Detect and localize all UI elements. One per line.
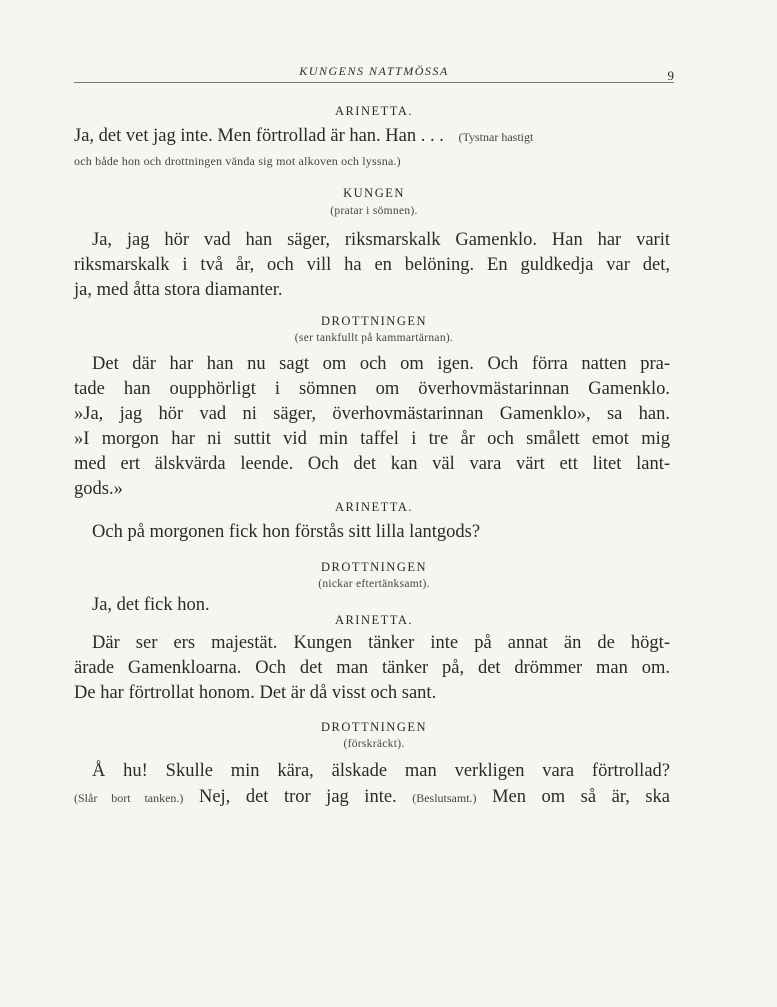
dialogue-line [74,785,670,811]
dialogue-line: gods.» [74,479,123,499]
dialogue-line: »I morgon har ni suttit vid min taffel i tre år och smålett emot mig [74,429,670,449]
stage-direction: (förskräckt). [343,738,405,750]
dialogue-line: Ja, jag hör vad han säger, riksmarskalk Gamenklo. Han har varit [92,230,670,250]
speaker-name: DROTTNINGEN [320,720,428,734]
dialogue-text: Ja, det vet jag inte. Men förtrollad är han. Han . . . [74,126,444,146]
speaker-name: DROTTNINGEN [320,560,428,574]
dialogue-line [74,124,670,150]
stage-direction: och både hon och drottningen vända sig mot alkoven och lyssna.) [74,154,401,168]
stage-direction: (Slår bort tanken.) [74,791,184,805]
stage-direction: (nickar eftertänksamt). [318,578,430,590]
dialogue-text: Men om så är, ska [492,787,671,807]
speaker-name: ARINETTA. [334,613,414,627]
speaker-name: ARINETTA. [334,104,414,118]
dialogue-line: De har förtrollat honom. Det är då visst och sant. [74,683,437,703]
dialogue-line: Där ser ers majestät. Kungen tänker inte på annat än de högt- [92,633,670,653]
dialogue-line: Å hu! Skulle min kära, älskade man verkligen vara förtrollad? [92,761,670,781]
running-title: KUNGENS NATTMÖSSA [299,64,449,78]
stage-direction: (pratar i sömnen). [330,205,418,217]
speaker-name: ARINETTA. [334,500,414,514]
speaker-name: KUNGEN [343,186,405,200]
dialogue-text: Nej, det tror jag inte. [198,787,397,807]
dialogue-line: riksmarskalk i två år, och vill ha en belöning. En guldkedja var det, [74,255,670,275]
dialogue-line: med ert älskvärda leende. Och det kan väl vara värt ett litet lant- [74,454,670,474]
dialogue-line: Det där har han nu sagt om och om igen. Och förra natten pra- [92,354,670,374]
dialogue-line: tade han oupphörligt i sömnen om överhovmästarinnan Gamenklo. [74,379,670,399]
dialogue-line: Och på morgonen fick hon förstås sitt lilla lantgods? [92,522,481,542]
running-header [74,62,674,83]
speaker-name: DROTTNINGEN [320,314,428,328]
dialogue-line: Ja, det fick hon. [92,595,210,615]
stage-direction: (ser tankfullt på kammartärnan). [294,332,454,344]
stage-direction: (Beslutsamt.) [412,791,477,805]
dialogue-line: ja, med åtta stora diamanter. [74,280,283,300]
dialogue-line: »Ja, jag hör vad ni säger, överhovmästarinnan Gamenklo», sa han. [74,404,670,424]
stage-direction: (Tystnar hastigt [458,130,534,144]
page-number: 9 [667,68,674,83]
dialogue-line: ärade Gamenkloarna. Och det man tänker på, det drömmer man om. [74,658,670,678]
